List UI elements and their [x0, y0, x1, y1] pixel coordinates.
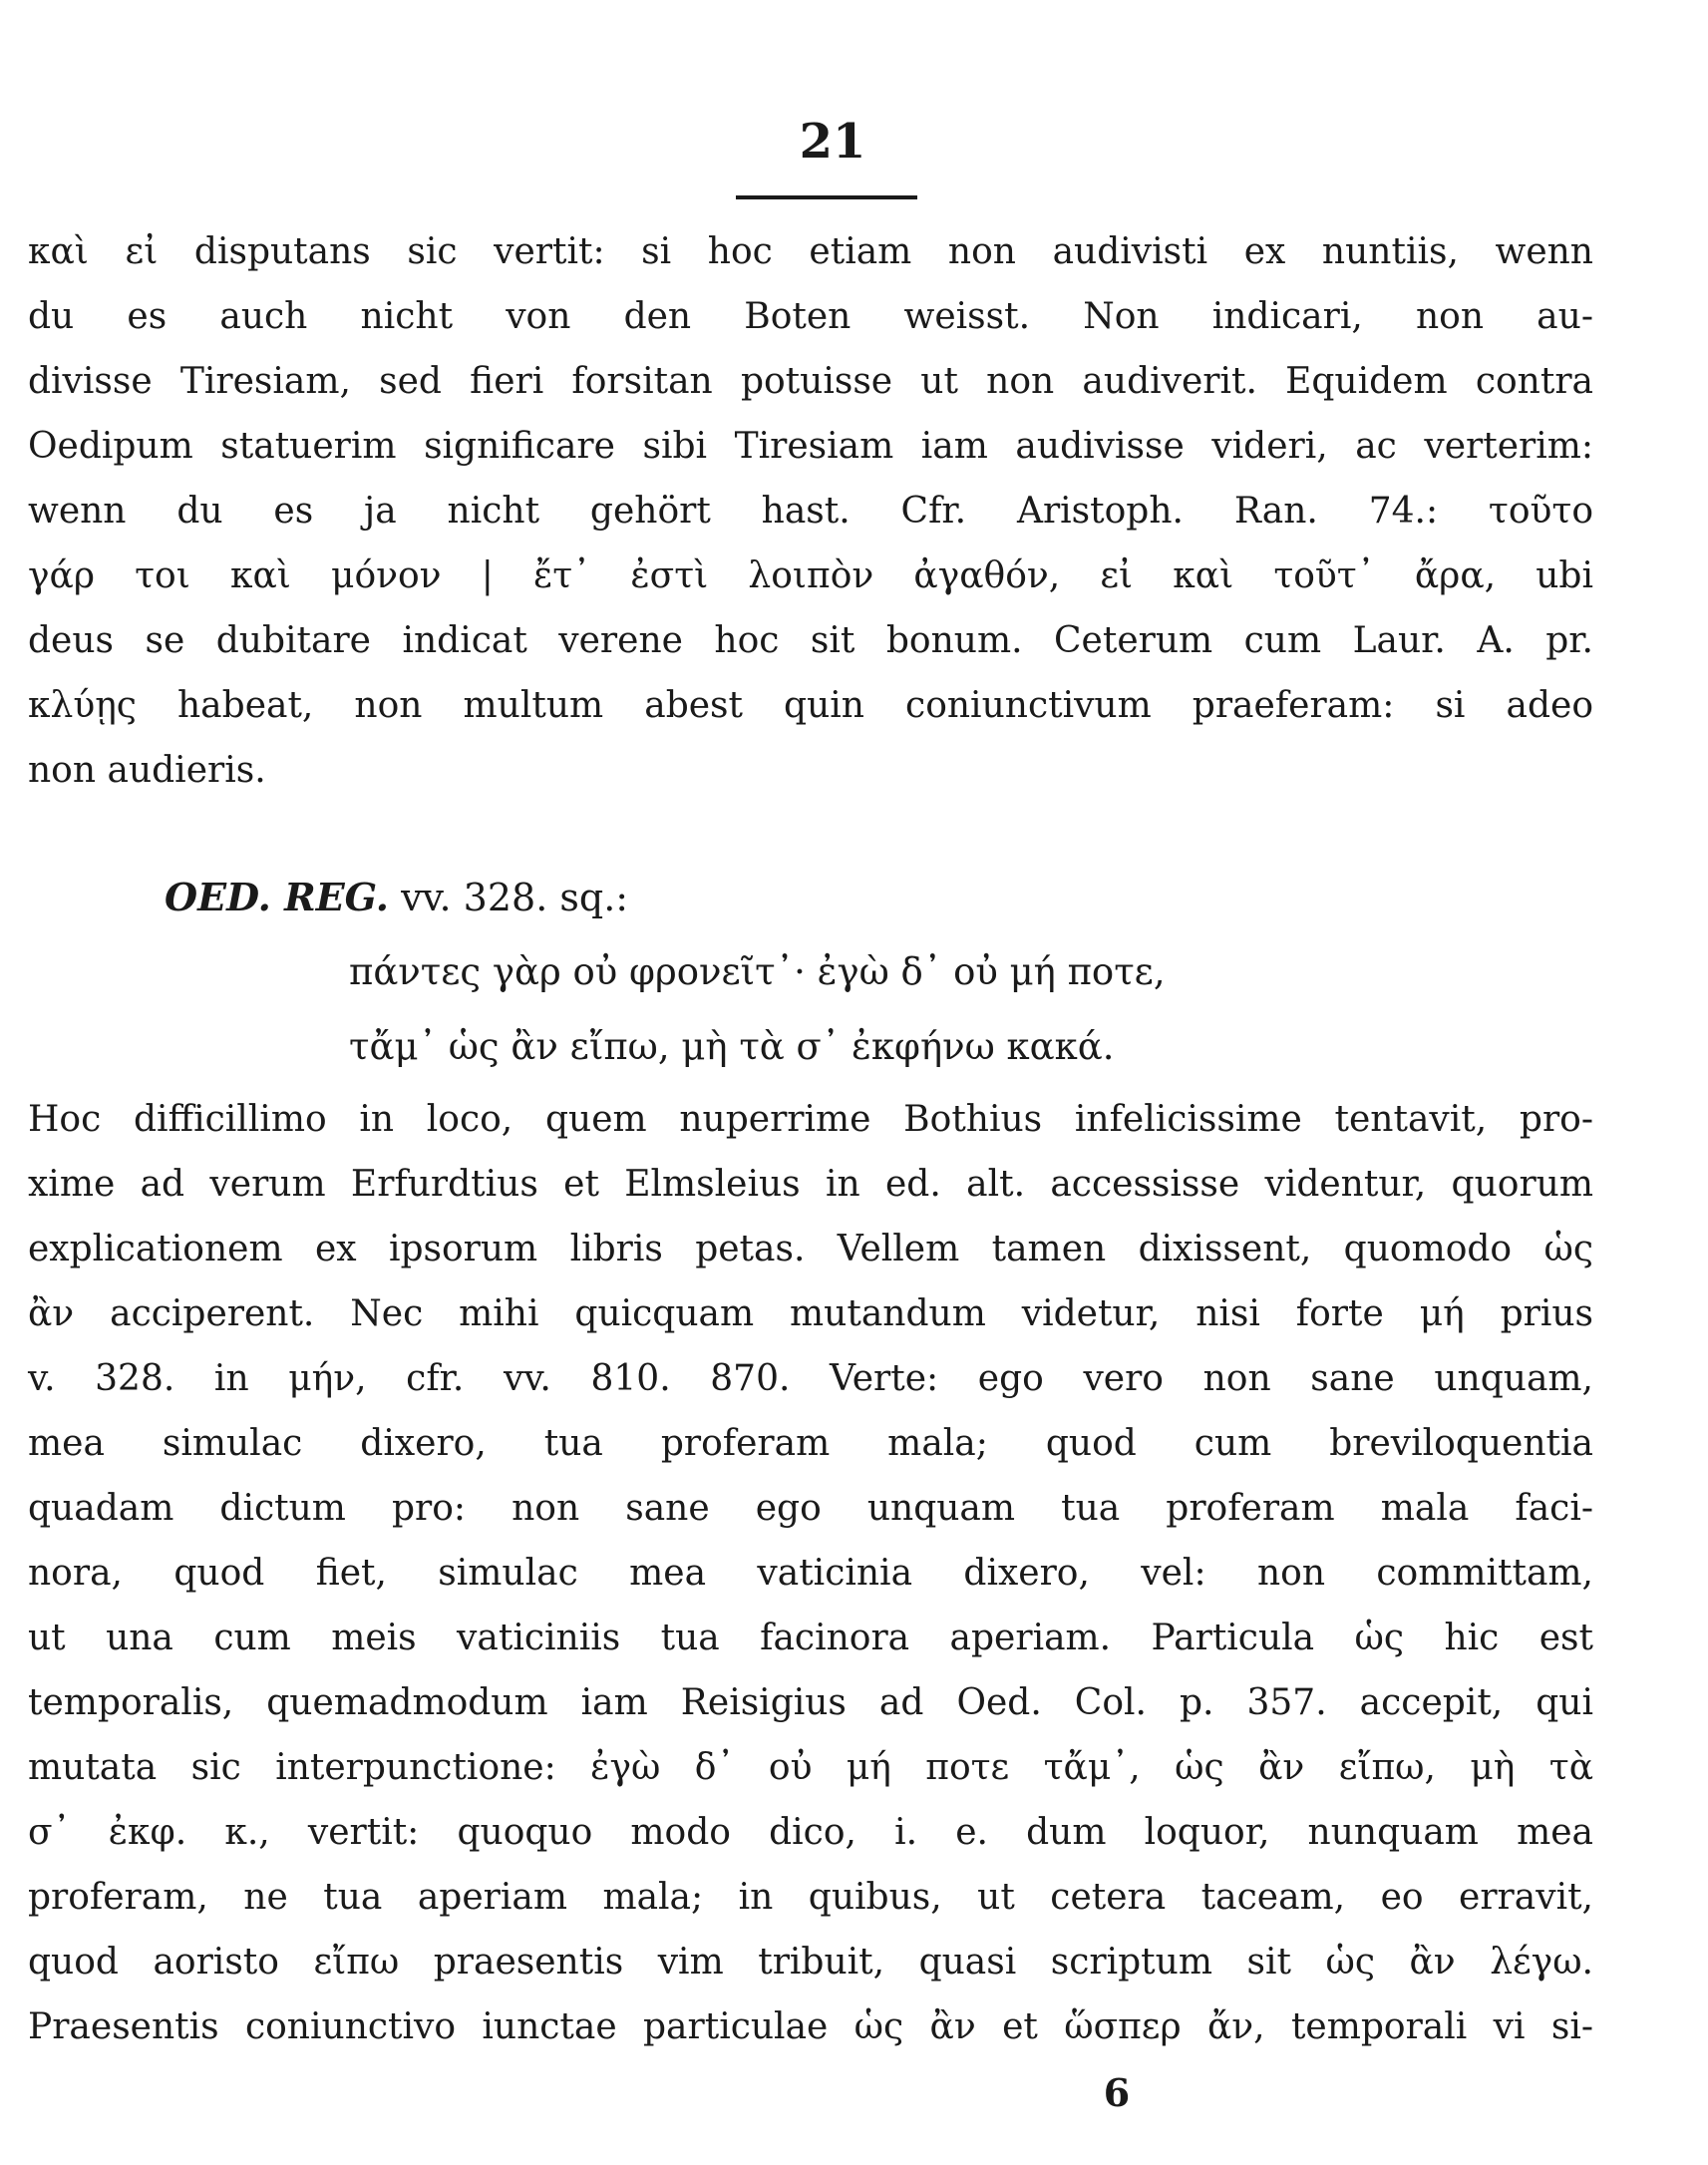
signature-mark: 6 — [1103, 2070, 1131, 2115]
verse-line: πάντες γὰρ οὐ φρονεῖτ᾽· ἐγὼ δ᾽ οὐ μή ποτε, — [349, 950, 1166, 993]
text-line: καὶ εἰ disputans sic vertit: si hoc etiam non audivisti ex nuntiis, wenn — [28, 231, 1593, 272]
text-line: nora, quod fiet, simulac mea vaticinia dixero, vel: non committam, — [28, 1553, 1593, 1594]
section-heading — [165, 868, 628, 927]
text-line: mutata sic interpunctione: ἐγὼ δ᾽ οὐ μή ποτε τἄμ᾽, ὡς ἂν εἴπω, μὴ τὰ — [28, 1747, 1593, 1788]
text-line: deus se dubitare indicat verene hoc sit bonum. Ceterum cum Laur. A. pr. — [28, 620, 1593, 661]
text-line: divisse Tiresiam, sed fieri forsitan potuisse ut non audiverit. Equidem contra — [28, 361, 1593, 402]
text-line: quadam dictum pro: non sane ego unquam tua proferam mala faci- — [28, 1488, 1593, 1529]
text-line: wenn du es ja nicht gehört hast. Cfr. Aristoph. Ran. 74.: τοῦτο — [28, 491, 1593, 532]
verse-line: τἄμ᾽ ὡς ἂν εἴπω, μὴ τὰ σ᾽ ἐκφήνω κακά. — [349, 1025, 1115, 1068]
text-line: κλύῃς habeat, non multum abest quin coniunctivum praeferam: si adeo — [28, 685, 1593, 726]
text-line: Oedipum statuerim significare sibi Tiresiam iam audivisse videri, ac verterim: — [28, 426, 1593, 467]
text-line: mea simulac dixero, tua proferam mala; quod cum breviloquentia — [28, 1423, 1593, 1464]
heading-title: OED. REG. — [165, 875, 389, 919]
text-line: Hoc difficillimo in loco, quem nuperrime Bothius infelicissime tentavit, pro- — [28, 1099, 1593, 1140]
text-line: proferam, ne tua aperiam mala; in quibus, ut cetera taceam, eo erravit, — [28, 1877, 1593, 1918]
text-line: explicationem ex ipsorum libris petas. Vellem tamen dixissent, quomodo ὡς — [28, 1229, 1593, 1269]
paragraph-1 — [28, 219, 1593, 803]
text-line: σ᾽ ἐκφ. κ., vertit: quoquo modo dico, i. e. dum loquor, nunquam mea — [28, 1812, 1593, 1853]
paragraph-2 — [28, 1087, 1593, 2059]
text-line: v. 328. in μήν, cfr. vv. 810. 870. Verte: ego vero non sane unquam, — [28, 1358, 1593, 1399]
text-line: temporalis, quemadmodum iam Reisigius ad Oed. Col. p. 357. accepit, qui — [28, 1682, 1593, 1723]
text-line: quod aoristo εἴπω praesentis vim tribuit, quasi scriptum sit ὡς ἂν λέγω. — [28, 1942, 1593, 1983]
header-rule — [736, 195, 917, 199]
text-line: du es auch nicht von den Boten weisst. Non indicari, non au- — [28, 296, 1593, 337]
text-line: ἂν acciperent. Nec mihi quicquam mutandum videtur, nisi forte μή prius — [28, 1293, 1593, 1334]
heading-reference: vv. 328. sq.: — [401, 876, 629, 919]
text-line: non audieris. — [28, 750, 266, 791]
text-line: ut una cum meis vaticiniis tua facinora aperiam. Particula ὡς hic est — [28, 1618, 1593, 1658]
page-number: 21 — [799, 114, 866, 170]
text-line: xime ad verum Erfurdtius et Elmsleius in ed. alt. accessisse videntur, quorum — [28, 1164, 1593, 1205]
text-line: Praesentis coniunctivo iunctae particulae ὡς ἂν et ὥσπερ ἄν, temporali vi si- — [28, 2006, 1593, 2047]
text-line: γάρ τοι καὶ μόνον | ἔτ᾽ ἐστὶ λοιπὸν ἀγαθόν, εἰ καὶ τοῦτ᾽ ἄρα, ubi — [28, 555, 1593, 596]
